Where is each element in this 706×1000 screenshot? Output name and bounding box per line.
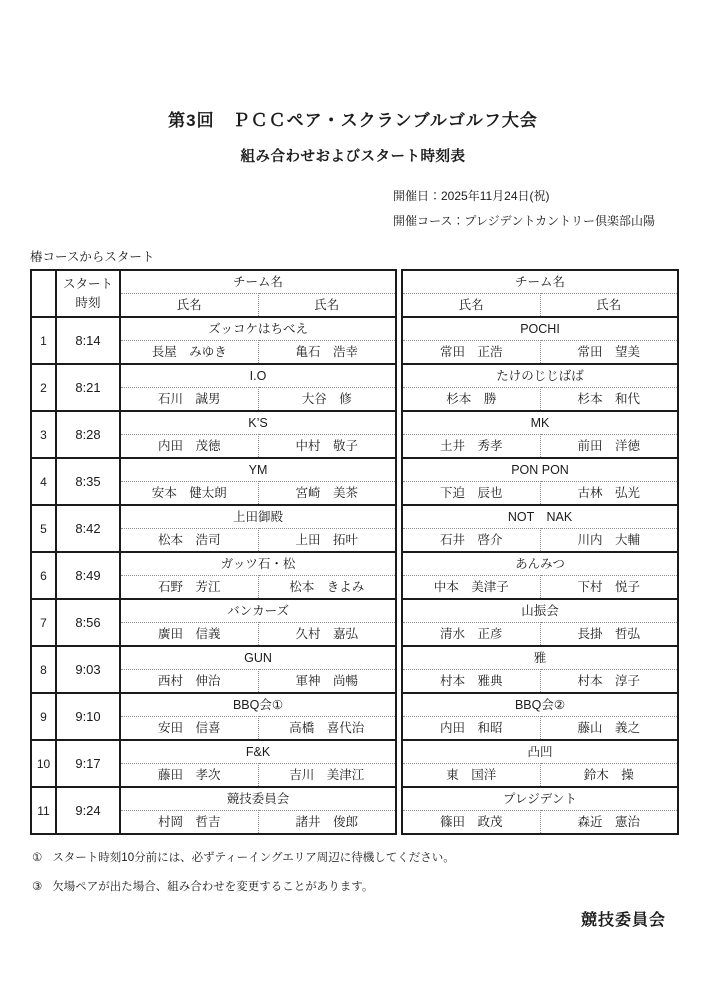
table-header bbox=[31, 270, 396, 317]
group-number: 11 bbox=[31, 787, 56, 834]
group-number: 2 bbox=[31, 364, 56, 411]
schedule-row bbox=[402, 458, 678, 505]
player-name: 川内 大輔 bbox=[540, 529, 678, 553]
player-name-header: 氏名 bbox=[120, 294, 258, 318]
team-name: BBQ会① bbox=[232, 698, 284, 712]
player-name: 東 国洋 bbox=[402, 764, 540, 788]
player-name-header: 氏名 bbox=[402, 294, 540, 318]
schedule-row bbox=[31, 364, 396, 411]
player-name: 常田 望美 bbox=[540, 341, 678, 365]
start-table-left bbox=[30, 269, 397, 835]
player-name: 上田 拓叶 bbox=[258, 529, 396, 553]
player-name: 篠田 政茂 bbox=[402, 811, 540, 835]
team-name: NOT NAK bbox=[507, 510, 573, 524]
start-time: 8:28 bbox=[56, 411, 120, 458]
team-name: 凸凹 bbox=[527, 745, 553, 759]
start-time: 9:03 bbox=[56, 646, 120, 693]
start-time: 8:14 bbox=[56, 317, 120, 364]
event-meta bbox=[393, 184, 706, 234]
player-name: 安本 健太朗 bbox=[120, 482, 258, 506]
schedule-row bbox=[402, 317, 678, 364]
course-start-label: 椿コースからスタート bbox=[30, 250, 155, 264]
player-name: 久村 嘉弘 bbox=[258, 623, 396, 647]
player-name: 吉川 美津江 bbox=[258, 764, 396, 788]
player-name: 杉本 和代 bbox=[540, 388, 678, 412]
player-name: 廣田 信義 bbox=[120, 623, 258, 647]
group-number-header bbox=[31, 270, 56, 317]
schedule-row bbox=[402, 505, 678, 552]
group-number: 4 bbox=[31, 458, 56, 505]
team-name: POCHI bbox=[520, 322, 560, 336]
player-name: 清水 正彦 bbox=[402, 623, 540, 647]
player-name-header: 氏名 bbox=[258, 294, 396, 318]
player-name: 亀石 浩幸 bbox=[258, 341, 396, 365]
footnote bbox=[32, 878, 706, 894]
team-name-header: チーム名 bbox=[515, 275, 566, 289]
start-time: 9:24 bbox=[56, 787, 120, 834]
group-number: 3 bbox=[31, 411, 56, 458]
footnote-mark: ③ bbox=[32, 881, 43, 893]
player-name: 村本 淳子 bbox=[540, 670, 678, 694]
schedule-row bbox=[402, 411, 678, 458]
team-name: BBQ会② bbox=[514, 698, 566, 712]
event-date: 開催日：2025年11月24日(祝) bbox=[393, 189, 550, 203]
player-name: 前田 洋徳 bbox=[540, 435, 678, 459]
team-name: 雅 bbox=[533, 651, 547, 665]
player-name: 松本 浩司 bbox=[120, 529, 258, 553]
footnote-mark: ① bbox=[32, 852, 43, 864]
event-course: 開催コース：プレジデントカントリー倶楽部山陽 bbox=[393, 214, 656, 228]
team-name: 競技委員会 bbox=[226, 792, 290, 806]
schedule-row bbox=[31, 646, 396, 693]
player-name: 高橋 喜代治 bbox=[258, 717, 396, 741]
team-name: 山振会 bbox=[521, 604, 559, 618]
player-name: 土井 秀孝 bbox=[402, 435, 540, 459]
player-name: 内田 和昭 bbox=[402, 717, 540, 741]
team-name: ズッコケはちべえ bbox=[208, 322, 308, 336]
schedule-row bbox=[31, 505, 396, 552]
player-name: 大谷 修 bbox=[258, 388, 396, 412]
team-name: YM bbox=[248, 463, 268, 477]
player-name: 安田 信喜 bbox=[120, 717, 258, 741]
footnotes bbox=[32, 849, 706, 894]
start-time: 8:49 bbox=[56, 552, 120, 599]
page-subtitle: 組み合わせおよびスタート時刻表 bbox=[240, 149, 466, 165]
schedule-row bbox=[31, 411, 396, 458]
player-name: 石川 誠男 bbox=[120, 388, 258, 412]
player-name: 下村 悦子 bbox=[540, 576, 678, 600]
schedule-row bbox=[402, 787, 678, 834]
team-name: ガッツ石・松 bbox=[220, 557, 296, 571]
schedule-row bbox=[31, 787, 396, 834]
team-name: F&K bbox=[245, 745, 271, 759]
player-name: 諸井 俊郎 bbox=[258, 811, 396, 835]
schedule-row bbox=[31, 693, 396, 740]
player-name: 森近 憲治 bbox=[540, 811, 678, 835]
team-name-header: チーム名 bbox=[233, 275, 284, 289]
player-name: 石野 芳江 bbox=[120, 576, 258, 600]
player-name: 宮崎 美茶 bbox=[258, 482, 396, 506]
table-header bbox=[402, 270, 678, 317]
player-name: 杉本 勝 bbox=[402, 388, 540, 412]
schedule-row bbox=[402, 646, 678, 693]
player-name: 藤田 孝次 bbox=[120, 764, 258, 788]
committee-signature: 競技委員会 bbox=[580, 912, 666, 929]
team-name: バンカーズ bbox=[227, 604, 289, 618]
team-name: たけのじじばば bbox=[496, 369, 584, 383]
schedule-row bbox=[402, 693, 678, 740]
schedule-row bbox=[402, 599, 678, 646]
start-time: 9:17 bbox=[56, 740, 120, 787]
group-number: 6 bbox=[31, 552, 56, 599]
player-name: 村岡 哲吉 bbox=[120, 811, 258, 835]
player-name: 常田 正浩 bbox=[402, 341, 540, 365]
team-name: MK bbox=[530, 416, 550, 430]
schedule-tables bbox=[30, 269, 706, 835]
group-number: 10 bbox=[31, 740, 56, 787]
player-name: 長掛 哲弘 bbox=[540, 623, 678, 647]
schedule-row bbox=[31, 552, 396, 599]
team-name: K’S bbox=[248, 416, 268, 430]
start-time: 8:21 bbox=[56, 364, 120, 411]
start-time-header bbox=[56, 270, 120, 317]
player-name: 中村 敬子 bbox=[258, 435, 396, 459]
group-number: 9 bbox=[31, 693, 56, 740]
player-name-header: 氏名 bbox=[540, 294, 678, 318]
player-name: 藤山 義之 bbox=[540, 717, 678, 741]
player-name: 西村 伸治 bbox=[120, 670, 258, 694]
player-name: 鈴木 操 bbox=[540, 764, 678, 788]
group-number: 5 bbox=[31, 505, 56, 552]
schedule-row bbox=[31, 458, 396, 505]
footnote bbox=[32, 849, 706, 865]
start-time: 8:56 bbox=[56, 599, 120, 646]
schedule-row bbox=[31, 599, 396, 646]
player-name: 村本 雅典 bbox=[402, 670, 540, 694]
start-time-header-line2: 時刻 bbox=[75, 295, 101, 310]
team-name: GUN bbox=[244, 651, 272, 665]
start-table-right bbox=[401, 269, 679, 835]
schedule-row bbox=[402, 552, 678, 599]
player-name: 古林 弘光 bbox=[540, 482, 678, 506]
team-name: 上田御殿 bbox=[233, 510, 284, 524]
start-time: 8:42 bbox=[56, 505, 120, 552]
group-number: 8 bbox=[31, 646, 56, 693]
team-name: PON PON bbox=[511, 463, 569, 477]
team-name: あんみつ bbox=[515, 557, 565, 571]
schedule-row bbox=[402, 740, 678, 787]
start-time-header-line1: スタート bbox=[62, 276, 113, 291]
player-name: 下迫 辰也 bbox=[402, 482, 540, 506]
start-time: 9:10 bbox=[56, 693, 120, 740]
team-name: プレジデント bbox=[503, 792, 577, 806]
player-name: 中本 美津子 bbox=[402, 576, 540, 600]
footnote-text: スタート時刻10分前には、必ずティーイングエリア周辺に待機してください。 bbox=[52, 852, 455, 864]
player-name: 石井 啓介 bbox=[402, 529, 540, 553]
page-title: 第3回 ＰＣＣペア・スクランブルゴルフ大会 bbox=[168, 111, 538, 130]
schedule-row bbox=[31, 317, 396, 364]
player-name: 内田 茂徳 bbox=[120, 435, 258, 459]
player-name: 松本 きよみ bbox=[258, 576, 396, 600]
player-name: 長屋 みゆき bbox=[120, 341, 258, 365]
start-time: 8:35 bbox=[56, 458, 120, 505]
player-name: 軍神 尚暢 bbox=[258, 670, 396, 694]
group-number: 1 bbox=[31, 317, 56, 364]
schedule-row bbox=[402, 364, 678, 411]
footnote-text: 欠場ペアが出た場合、組み合わせを変更することがあります。 bbox=[52, 881, 374, 893]
team-name: I.O bbox=[249, 369, 267, 383]
schedule-row bbox=[31, 740, 396, 787]
group-number: 7 bbox=[31, 599, 56, 646]
